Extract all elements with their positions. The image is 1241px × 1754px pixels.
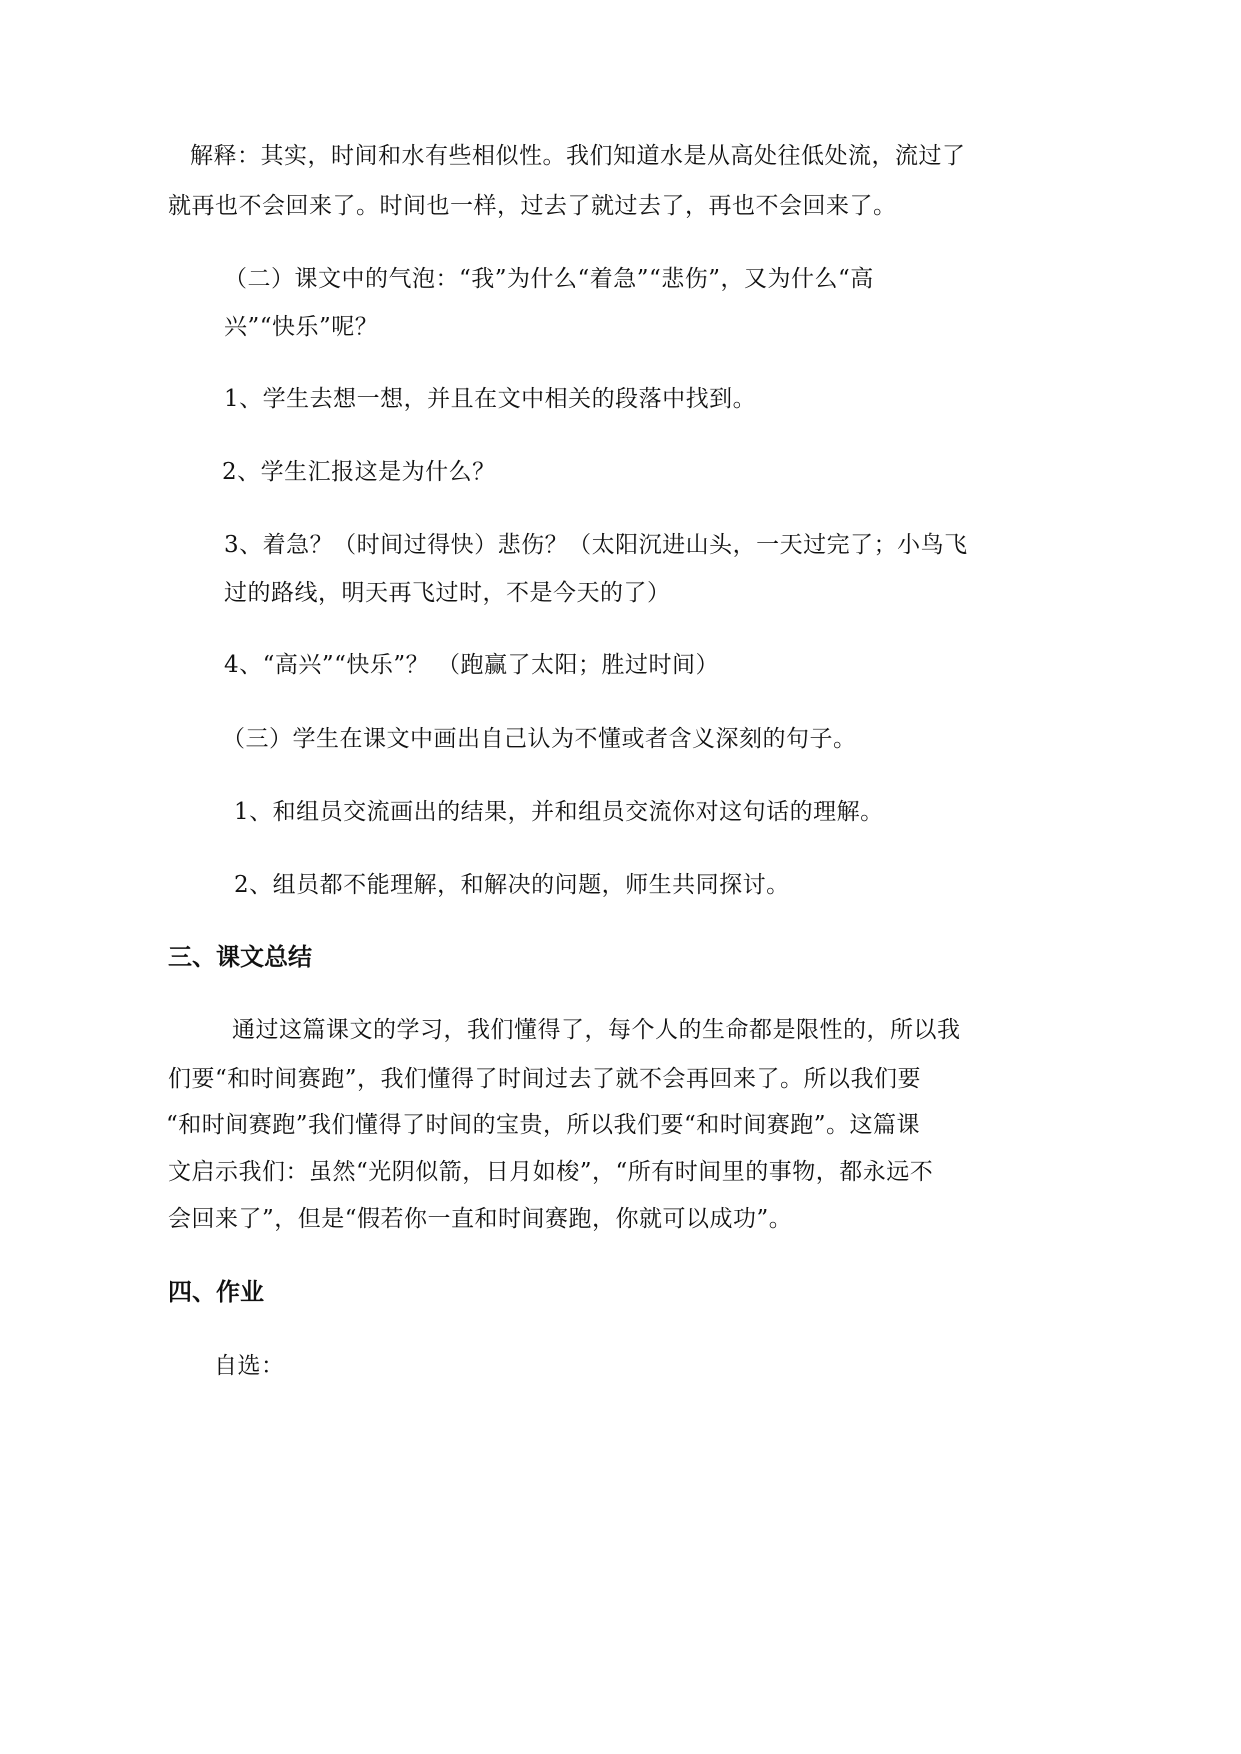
part2-item-4: 4、“高兴”“快乐”？ （跑赢了太阳；胜过时间） <box>224 652 719 678</box>
explanation-line-1: 解释：其实，时间和水有些相似性。我们知道水是从高处往低处流，流过了 <box>190 143 966 169</box>
homework-text: 自选： <box>214 1353 285 1379</box>
part3-title: （三）学生在课文中画出自己认为不懂或者含义深刻的句子。 <box>222 726 857 752</box>
explanation-line-2: 就再也不会回来了。时间也一样，过去了就过去了，再也不会回来了。 <box>168 193 897 219</box>
summary-line-2: 们要“和时间赛跑”，我们懂得了时间过去了就不会再回来了。所以我们要 <box>168 1066 922 1092</box>
part2-question-line-2: 兴”“快乐”呢？ <box>224 314 379 340</box>
summary-line-1: 通过这篇课文的学习，我们懂得了，每个人的生命都是限性的，所以我 <box>232 1017 961 1043</box>
part2-question-line-1: （二）课文中的气泡：“我”为什么“着急”“悲伤”，又为什么“高 <box>224 266 874 292</box>
homework-heading: 四、作业 <box>168 1278 264 1306</box>
summary-line-3: “和时间赛跑”我们懂得了时间的宝贵，所以我们要“和时间赛跑”。这篇课 <box>166 1112 921 1138</box>
part3-item-2: 2、组员都不能理解，和解决的问题，师生共同探讨。 <box>234 872 790 898</box>
summary-line-5: 会回来了”，但是“假若你一直和时间赛跑，你就可以成功”。 <box>168 1206 793 1232</box>
part2-item-2: 2、学生汇报这是为什么？ <box>222 459 496 485</box>
part2-item-1: 1、学生去想一想，并且在文中相关的段落中找到。 <box>224 386 757 412</box>
part2-item-3-line-1: 3、着急？（时间过得快）悲伤？（太阳沉进山头，一天过完了；小鸟飞 <box>224 532 968 558</box>
part2-item-3-line-2: 过的路线，明天再飞过时，不是今天的了） <box>224 580 671 606</box>
part3-item-1: 1、和组员交流画出的结果，并和组员交流你对这句话的理解。 <box>234 799 884 825</box>
summary-heading: 三、课文总结 <box>168 943 312 971</box>
summary-line-4: 文启示我们：虽然“光阴似箭，日月如梭”，“所有时间里的事物，都永远不 <box>168 1159 934 1185</box>
